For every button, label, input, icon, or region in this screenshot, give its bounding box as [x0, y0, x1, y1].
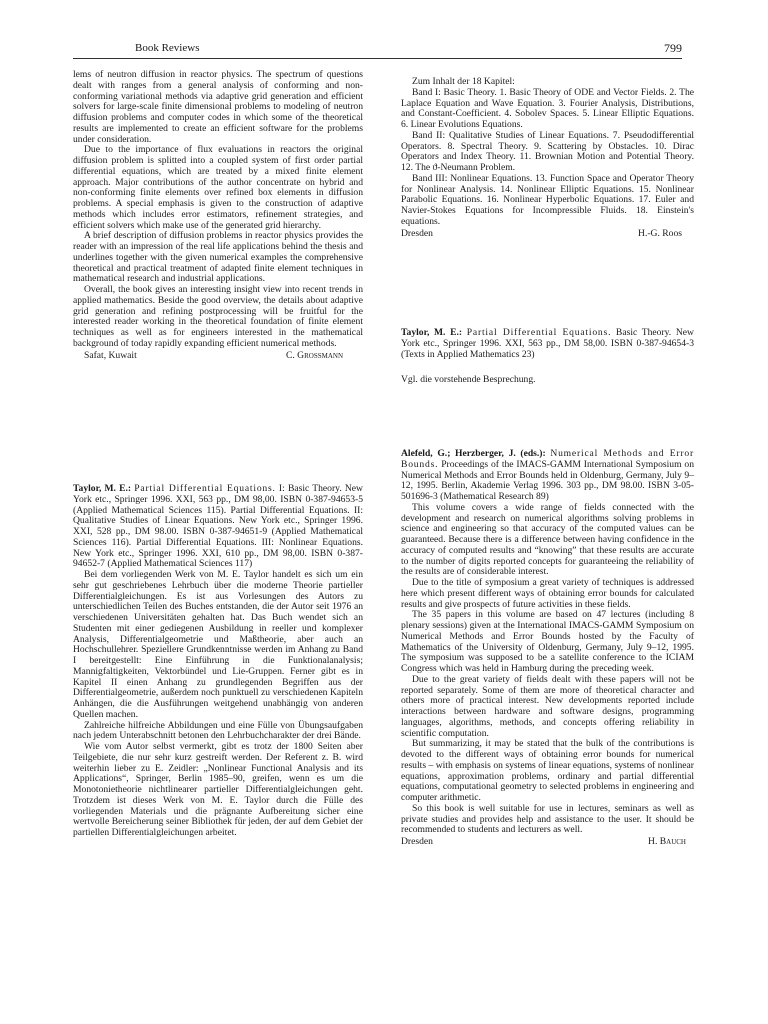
review-grossmann	[73, 70, 363, 361]
citation-title: Partial Differential Equations.	[466, 327, 612, 338]
page-header	[73, 40, 682, 56]
citation-title: Partial Differential Equations.	[134, 483, 276, 494]
citation-title: Numerical Methods and Error Bounds.	[401, 448, 694, 470]
citation-author: Alefeld, G.; Herzberger, J. (eds.):	[401, 448, 546, 459]
page-number: 799	[664, 41, 682, 55]
review-alefeld	[401, 449, 694, 847]
reviewer-place: Safat, Kuwait	[84, 349, 137, 361]
review-paragraph: Zahlreiche hilfreiche Abbildungen und eine Fülle von Übungsaufgaben nach jedem Unterabschnitt betonen den Lehrbuchcharakter der drei Bände.	[73, 719, 363, 742]
review-paragraph: So this book is well suitable for use in lectures, seminars as well as private studies and provides help and assistance to the user. It should be recommended to students and lecturers as well.	[401, 802, 694, 836]
review-paragraph: But summarizing, it may be stated that the bulk of the contributions is devoted to the different ways of obtaining error bounds for numerical results – with emphasis on systems of linear equations, systems of nonlinear equations, approximation problems, ordinary and partial differential equations, computational geometry to selected problems in engineering and computer arithmetic.	[401, 738, 694, 803]
review-signature	[401, 836, 694, 847]
review-taylor-pde	[73, 484, 363, 839]
reviewer-name: H.-G. Roos	[638, 227, 682, 239]
citation-details: I: Basic Theory. New York etc., Springer 1996. XXI, 563 pp., DM 98,00. ISBN 0-387-94653-5 (Applied Mathematical Sciences 115). Partial Differential Equations. II: Qualitative Studies of Linear Equations. New York etc., Springer 1996. XXI, 528 pp., DM 98.00. ISBN 0-387-94651-9 (Applied Mathematical Sciences 116). Partial Differential Equations. III: Nonlinear Equations. New York etc., Springer 1996. XXI, 610 pp., DM 98,00. ISBN 0-387-94652-7 (Applied Mathematical Sciences 117)	[73, 483, 363, 570]
header-rule	[73, 58, 682, 59]
review-signature	[73, 350, 363, 361]
review-signature	[401, 228, 694, 239]
contents-intro: Zum Inhalt der 18 Kapitel:	[412, 76, 515, 87]
contents-band-1: Band I: Basic Theory. 1. Basic Theory of ODE and Vector Fields. 2. The Laplace Equation and Wave Equation. 3. Fourier Analysis, Distributions, and Constant-Coefficient. 4. Sobolev Spaces. 5. Linear Elliptic Equations. 6. Linear Evolutions Equations.	[401, 86, 694, 130]
review-paragraph: Wie vom Autor selbst vermerkt, gibt es trotz der 1800 Seiten aber Teilgebiete, die nur sehr kurz gestreift werden. Der Referent z. B. wird weiterhin lieber zu E. Zeidler: „Nonlinear Functional Analysis and its Applications“, Springer, Berlin 1985–90, greifen, wenn es um die Monotonietheorie nichtlinearer partieller Differentialgleichungen geht. Trotzdem ist dieses Werk von M. E. Taylor durch die Fülle des vorliegenden Materials und die prägnante Aufbereitung sicher eine wertvolle Bereicherung seiner Bibliothek für jeden, der auf dem Gebiet der partiellen Differentialgleichungen arbeitet.	[73, 741, 363, 838]
review-paragraph: A brief description of diffusion problems in reactor physics provides the reader with an impression of the real life applications behind the thesis and underlines together with the given numerical examples the comprehensive theoretical and practical treatment of adapted finite element techniques in mathematical research and industrial applications.	[73, 230, 363, 285]
contents-band-2: Band II: Qualitative Studies of Linear Equations. 7. Pseudodifferential Operators. 8. Spectral Theory. 9. Scattering by Obstacles. 10. Dirac Operators and Index Theory. 11. Brownian Motion and Potential Theory. 12. The ϑ-Neumann Problem.	[401, 129, 694, 173]
reviewer-name: C. Grossmann	[285, 349, 343, 361]
review-citation	[73, 484, 363, 570]
review-paragraph: Due to the title of symposium a great variety of techniques is addressed here which present different ways of obtaining error bounds for calculated results and give prospects of future activities in these fields.	[401, 577, 694, 610]
review-paragraph: Bei dem vorliegenden Werk von M. E. Taylor handelt es sich um ein sehr gut geschriebenes Lehrbuch über die moderne Theorie partieller Differentialgleichungen. Es ist aus Vorlesungen des Autors zu unterschiedlichen Teilen des Buches entstanden, die der Autor seit 1976 an verschiedenen Universitäten gehalten hat. Das Buch wendet sich an Studenten mit einer gediegenen Ausbildung in reeller und komplexer Analysis, Differentialgeometrie und Maßtheorie, aber auch an Hochschullehrer. Speziellere Grundkenntnisse werden im Anhang zu Band I bereitgestellt: Eine Einführung in die Funktionalanalysis; Mannigfaltigkeiten, Vektorbündel und Lie-Gruppen. Ferner gibt es in Kapitel II einen Anhang zu grundlegenden Begriffen aus der Differentialgeometrie, außerdem noch punktuell zu verschiedenen Kapiteln Anhängen, die die Ausführungen weitgehend unabhängig von anderen Quellen machen.	[73, 569, 363, 720]
citation-author: Taylor, M. E.:	[73, 483, 132, 494]
reviewer-place: Dresden	[401, 836, 433, 847]
review-citation	[401, 449, 694, 503]
review-taylor-texts	[401, 328, 694, 386]
citation-author: Taylor, M. E.:	[401, 327, 463, 338]
review-note: Vgl. die vorstehende Besprechung.	[401, 374, 536, 386]
citation-details: Proceedings of the IMACS-GAMM International Symposium on Numerical Methods and Error Bounds held in Oldenburg, Germany, July 9–12, 1995. Berlin, Akademie Verlag 1996. 303 pp., DM 98.00. ISBN 3-05-501696-3 (Mathematical Research 89)	[401, 458, 694, 502]
review-paragraph: Due to the great variety of fields dealt with these papers will not be reported separately. Some of them are more of theoretical character and others more of practical interest. New developments reported include interactions between hardware and software designs, programming languages, algorithms, methods, and concepts offering reliability in scientific computation.	[401, 673, 694, 739]
running-title: Book Reviews	[135, 42, 200, 54]
review-paragraph: Overall, the book gives an interesting insight view into recent trends in applied mathematics. Beside the good overview, the details about adaptive grid generation and refining postprocessing will be fruitful for the interested reader working in the theoretical foundation of finite element techniques as well as for engineers interested in the mathematical background of today rapidly expanding efficient numerical methods.	[73, 284, 363, 349]
reviewer-place: Dresden	[401, 227, 433, 239]
contents-list	[401, 77, 694, 239]
contents-band-3: Band III: Nonlinear Equations. 13. Function Space and Operator Theory for Nonlinear Analysis. 14. Nonlinear Elliptic Equations. 15. Nonlinear Parabolic Equations. 16. Nonlinear Hyperbolic Equations. 17. Euler and Navier-Stokes Equations for Incompressible Fluids. 18. Einstein's equations.	[401, 172, 694, 227]
review-paragraph: This volume covers a wide range of fields connected with the development and research on numerical algorithms solving problems in science and engineering so that accuracy of the computed values can be guaranteed. Because there is a difference between having confidence in the accuracy of computed results and “knowing” that these results are accurate to the number of digits reported concepts for guaranteeing the reliability of the results are of considerable interest.	[401, 501, 694, 578]
review-paragraph: Due to the importance of flux evaluations in reactors the original diffusion problem is splitted into a coupled system of first order partial differential equations, which are treated by a mixed finite element approach. Major contributions of the author concentrate on hybrid and non-conforming finite elements over refined box elements in diffusion problems. A special emphasis is given to the construction of adaptive methods which includes error estimators, refinement strategies, and efficient solvers which make use of the generated grid hierarchy.	[73, 144, 363, 231]
review-citation	[401, 328, 694, 360]
review-paragraph: The 35 papers in this volume are based on 47 lectures (including 8 plenary sessions) given at the International IMACS-GAMM Symposium on Numerical Methods and Error Bounds hosted by the Faculty of Mathematics of the University of Oldenburg, Germany, July 9–12, 1995. The symposium was supposed to be a satellite conference to the ICIAM Congress which was held in Hamburg during the preceding week.	[401, 609, 694, 674]
reviewer-name: H. Bauch	[648, 836, 686, 847]
citation-details: Basic Theory. New York etc., Springer 1996. XXI, 563 pp., DM 58,00. ISBN 0-387-94654-3 (Texts in Applied Mathematics 23)	[401, 327, 694, 360]
review-paragraph: lems of neutron diffusion in reactor physics. The spectrum of questions dealt with ranges from a general analysis of conforming and non-conforming variational methods via adaptive grid generation and efficient solvers for large-scale finite dimensional problems to modeling of neutron diffusion problems and computer codes in which some of the theoretical results are implemented to create an efficient software for the problems under consideration.	[73, 69, 363, 145]
